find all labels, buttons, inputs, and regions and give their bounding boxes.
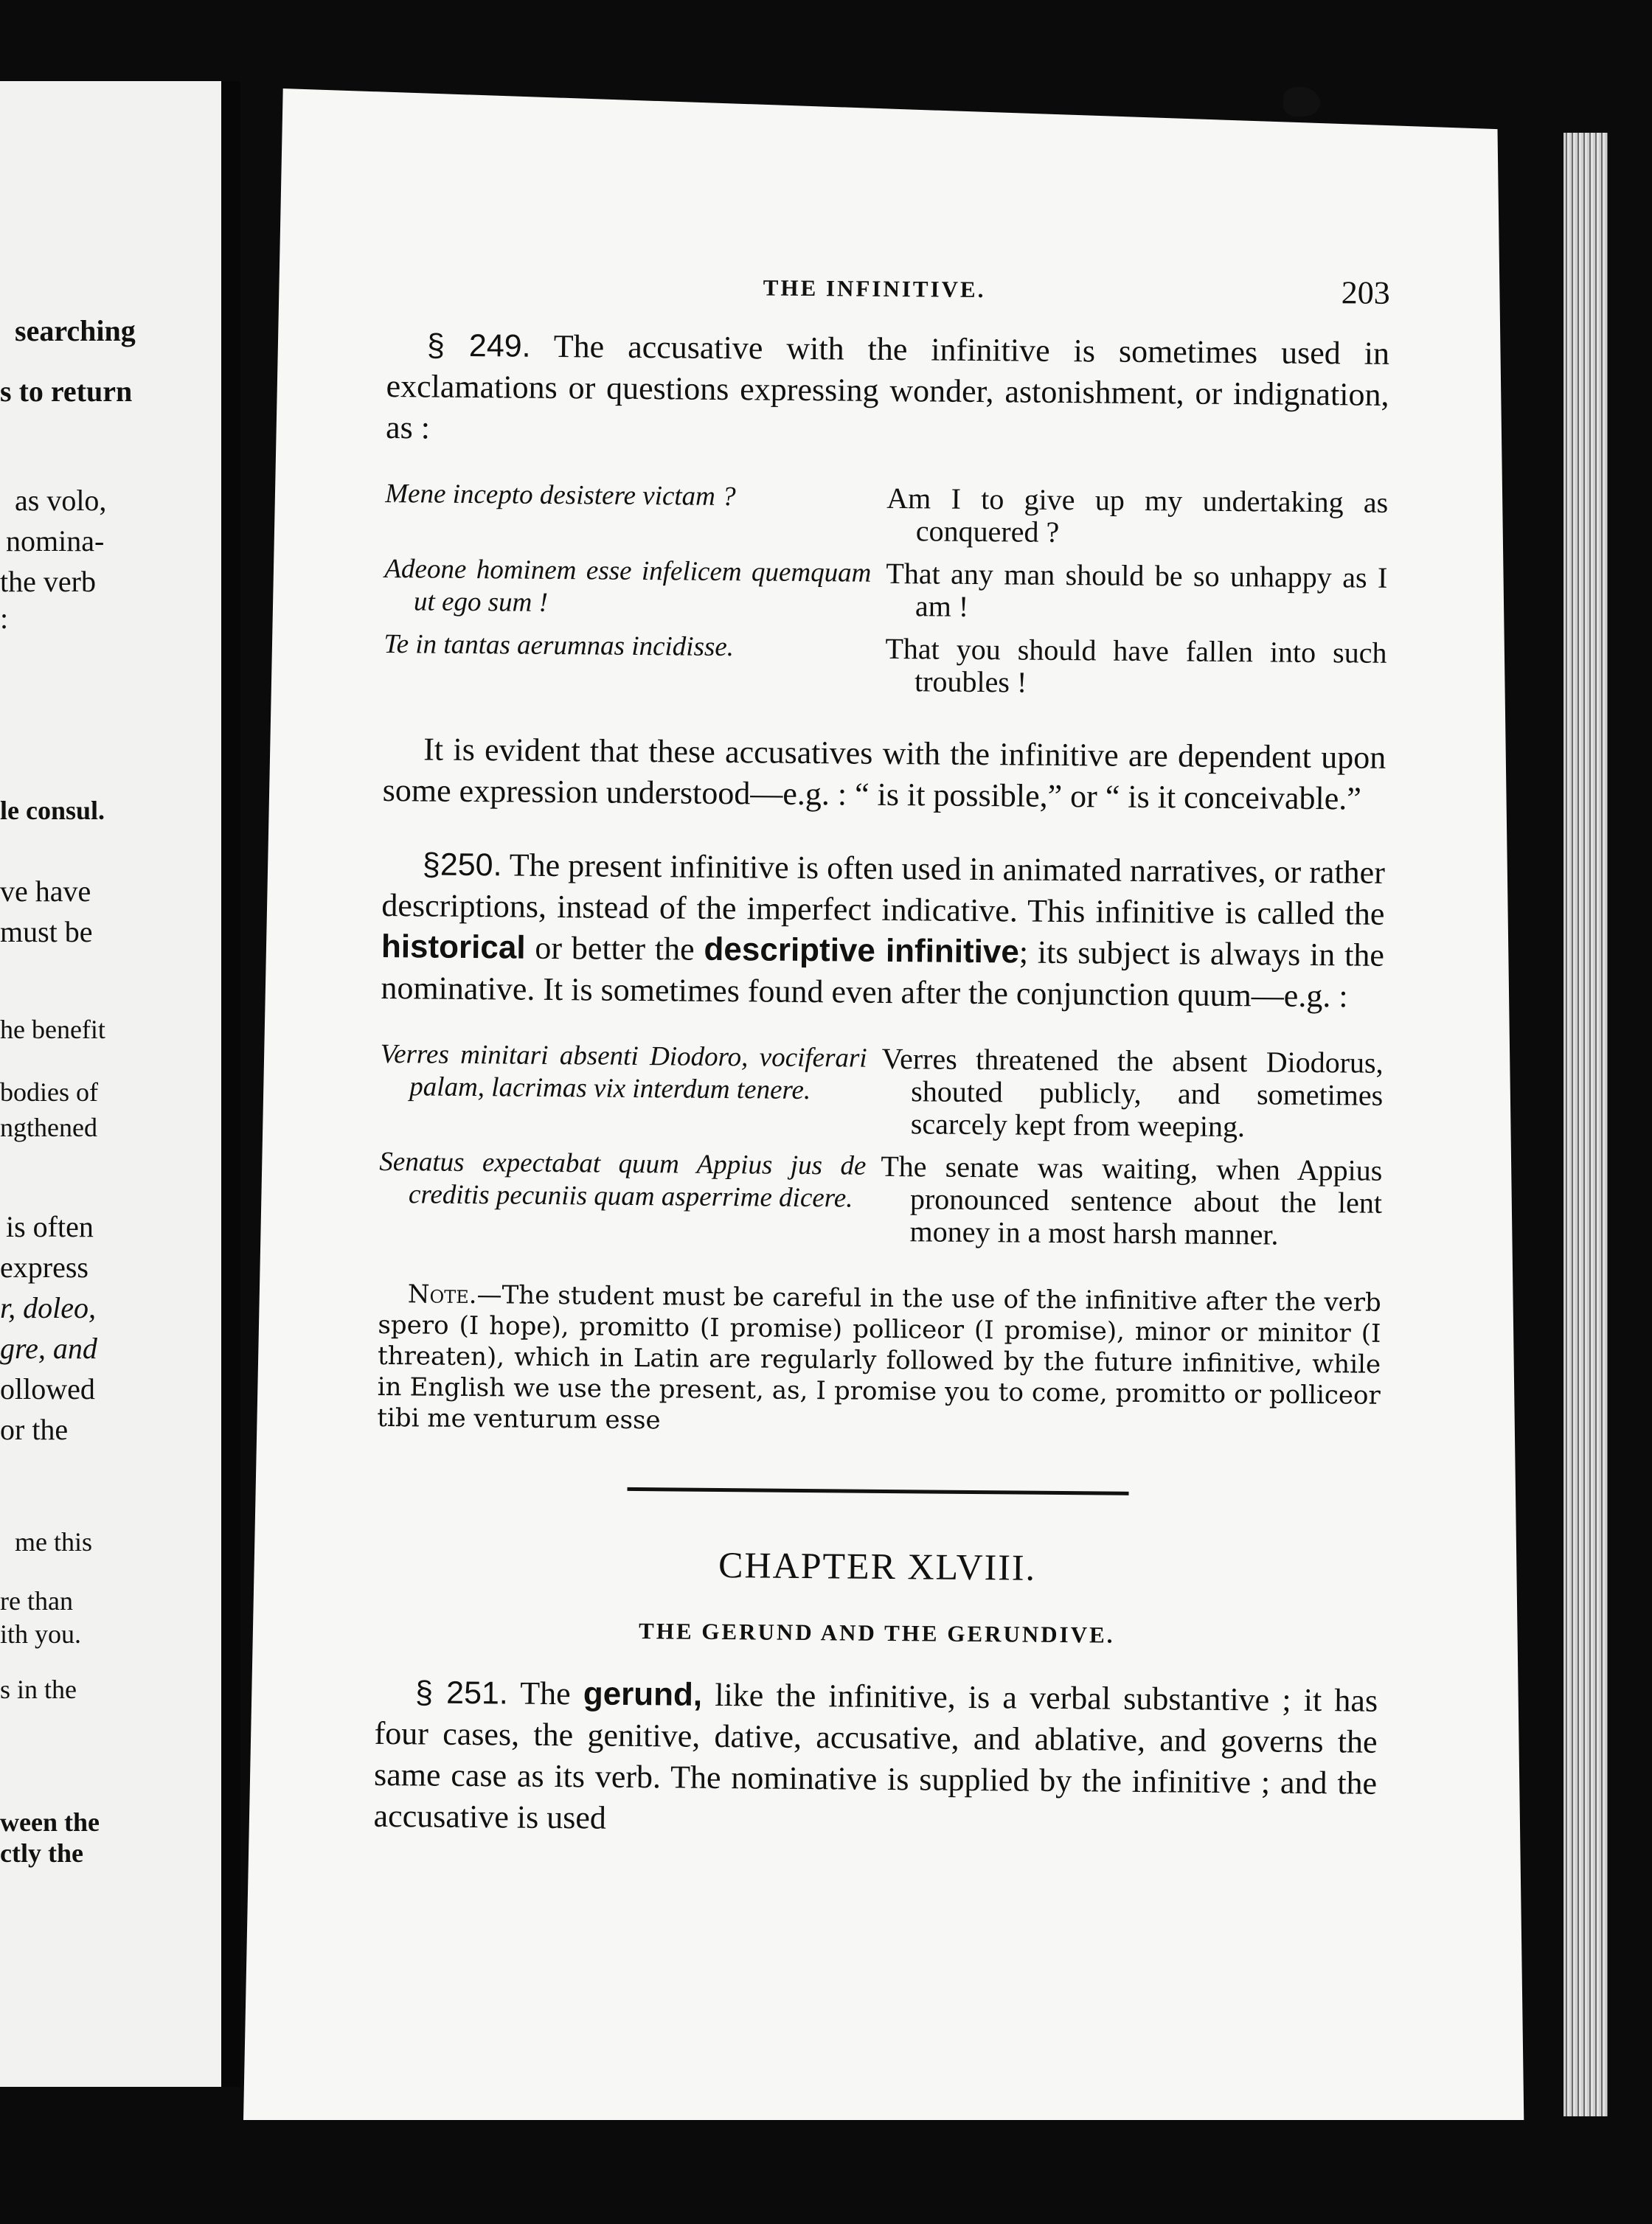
left-fragment: s in the (0, 1675, 77, 1704)
left-fragment: searching (15, 314, 136, 347)
left-fragment: ngthened (0, 1113, 97, 1142)
left-fragment: : (0, 602, 9, 635)
page-number: 203 (1341, 274, 1390, 311)
left-fragment: ith you. (0, 1619, 82, 1649)
latin-example: Senatus expectabat quum Appius jus de creditis pecuniis quam asperrime dicere. (379, 1146, 867, 1214)
left-facing-page (0, 81, 230, 2087)
chapter-subtitle: THE GERUND AND THE GERUNDIVE. (638, 1618, 1115, 1648)
note-paragraph (377, 1279, 1381, 1442)
left-fragment: r, doleo, (0, 1291, 96, 1324)
latin-example: Adeone hominem esse infelicem quemquam ut ego sum ! (384, 553, 872, 618)
chapter-divider-rule (628, 1487, 1129, 1495)
section-251-paragraph (373, 1672, 1378, 1846)
left-fragment: me this (15, 1527, 92, 1557)
paragraph-text: or better the (535, 929, 695, 967)
left-fragment: ollowed (0, 1372, 95, 1405)
examples-249 (384, 478, 1389, 712)
page-edges (1564, 133, 1608, 2116)
left-fragment: s to return (0, 375, 133, 408)
left-fragment: must be (0, 915, 93, 948)
section-250-paragraph (381, 844, 1385, 1018)
paragraph-text: ; its subject is always in the nominative. It is sometimes found even after the conjunction quum—e.g. : (381, 934, 1385, 1015)
section-number: § 249. (426, 327, 531, 364)
ink-blot (1283, 87, 1320, 117)
note-label: Note. (407, 1279, 477, 1310)
term-gerund: gerund, (583, 1675, 703, 1713)
left-fragment: ctly the (0, 1838, 83, 1868)
english-translation: The senate was waiting, when Appius pronounced sentence about the lent money in a most harsh manner. (881, 1149, 1383, 1251)
english-translation: That any man should be so unhappy as I am ! (886, 556, 1388, 623)
chapter-title: CHAPTER XLVIII. (718, 1543, 1037, 1588)
section-249-paragraph (386, 324, 1389, 457)
english-translation: Am I to give up my undertaking as conquered ? (886, 481, 1389, 549)
example-row (380, 1038, 1384, 1155)
book-gutter (221, 81, 240, 2087)
term-descriptive-infinitive: descriptive infinitive (704, 931, 1020, 970)
left-fragment: he benefit (0, 1015, 105, 1044)
section-number: §250. (422, 847, 502, 883)
left-fragment: re than (0, 1586, 73, 1616)
latin-example: Mene incepto desistere victam ? (385, 478, 736, 512)
left-fragment: or the (0, 1413, 69, 1446)
example-row (384, 628, 1387, 712)
left-fragment: the verb (0, 565, 96, 598)
left-fragment: is often (6, 1210, 94, 1243)
paragraph-text: The accusative with the infinitive is sometimes used in exclamations or questions expressing wonder, astonishment, or indignation, as : (385, 327, 1390, 446)
left-fragment: le consul. (0, 796, 105, 825)
left-fragment: bodies of (0, 1077, 98, 1107)
example-row (385, 478, 1389, 562)
latin-example: Te in tantas aerumnas incidisse. (384, 628, 735, 663)
examples-250 (378, 1038, 1383, 1262)
paragraph-text: like the infinitive, is a verbal substantive ; it has four cases, the genitive, dative, accusative, and ablative, and governs the same case as its verb. The nominative is supplied by the infinitive ; and the accusative is used (373, 1676, 1378, 1836)
paragraph-text: The present infinitive is often used in animated narratives, or rather descriptions, instead of the imperfect indicative. This infinitive is called the (381, 847, 1386, 932)
example-row (384, 553, 1388, 637)
term-historical: historical (381, 928, 526, 966)
section-249-followup: It is evident that these accusatives with the infinitive are dependent upon some expression understood—e.g. : “ is it possible,” or “ is it conceivable.” (382, 731, 1386, 817)
note-text: —The student must be careful in the use of the infinitive after the verb spero (I hope), promitto (I promise) polliceor (I promise), minor or minitor (I threaten), which in Latin are regularly followed by the future infinitive, while in English we use the present, as, I promise you to come, promitto or polliceor tibi me venturum esse (377, 1280, 1381, 1436)
section-number: § 251. (414, 1675, 509, 1712)
left-fragment: express (0, 1251, 88, 1284)
left-fragment: gre, and (0, 1332, 97, 1365)
paragraph-text: The (520, 1675, 571, 1712)
running-title: THE INFINITIVE. (763, 274, 986, 303)
left-fragment: nomina- (6, 524, 105, 557)
left-fragment: ve have (0, 875, 91, 908)
english-translation: That you should have fallen into such troubles ! (885, 631, 1387, 699)
latin-example: Verres minitari absenti Diodoro, vociferari palam, lacrimas vix interdum tenere. (380, 1038, 867, 1106)
left-fragment: ween the (0, 1807, 100, 1837)
example-row (378, 1146, 1382, 1262)
left-fragment: as volo, (15, 484, 107, 517)
page-content (373, 265, 1390, 1846)
english-translation: Verres threatened the absent Diodorus, shouted publicly, and sometimes scarcely kept from weeping. (881, 1041, 1384, 1144)
page-header (386, 265, 1390, 333)
